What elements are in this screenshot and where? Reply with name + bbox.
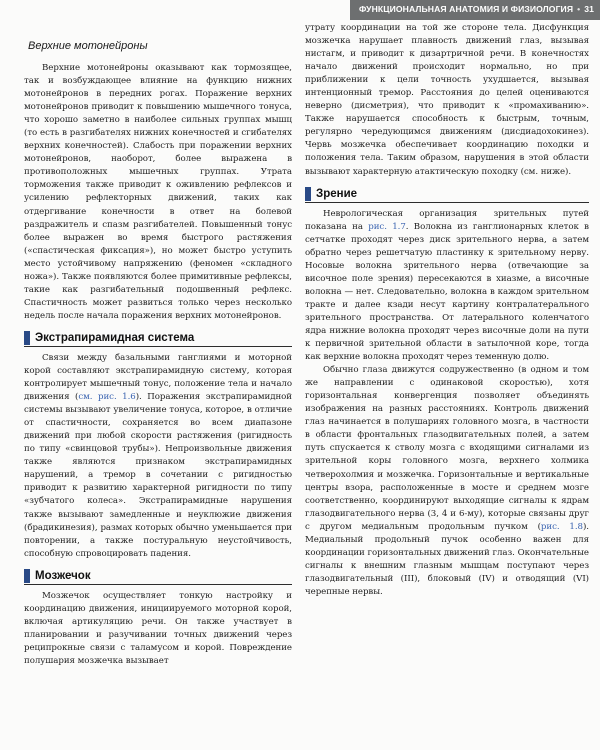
- figure-ref-1-8[interactable]: рис. 1.8: [540, 521, 583, 532]
- section-heading-cerebellum: [24, 568, 292, 585]
- paragraph-eye-movements: [305, 364, 589, 599]
- paragraph-cerebellum: Мозжечок осуществляет тонкую настройку и координацию движения, инициируемого моторной корой, включая артикуляцию речи. Он также участвует в планировании и разучивании точных движений через реципрокные связи с таламусом и корой. Повреждение полушария мозжечка вызывает: [24, 590, 292, 666]
- paragraph-upper-motor-neurons: Верхние мотонейроны оказывают как тормозящее, так и возбуждающее влияние на функцию нижних мотонейронов в передних рогах. Поражение верхних мотонейронов приводит к повышению мышечного тонуса, что хорошо заметно в наиболее сильных группах мышц (то есть в разгибателях нижних конечностей и сгибателях верхних конечностей). Слабость при поражении верхних мотонейронов, наоборот, более выражена в противоположных мышечных группах. Утрата торможения также приводит к оживлению рефлексов и усилению рефлекторных движений, таких как отдергивание конечности в ответ на болевой раздражитель и спазм разгибателей. Повышенный тонус более выражен во время быстрого растяжения («спастическая фиксация»), но может быстро уступить место устойчивому напряжению (феномен «складного ножа»). Также появляются более примитивные рефлексы, такие как разгибательный подошвенный рефлекс. Спастичность может развиться только через несколько недель после начала поражения верхних мотонейронов.: [24, 63, 292, 321]
- vision-p2-before: Обычно глаза движутся содружественно (в одном и том же направлении с одинаковой скоростью), хотя горизонтальная конвергенция позволяет объединять изображения на разных расстояниях. Контроль движений глаз начинается в полушариях головного мозга, в частности в области фронтальных глазодвигательных полей, а затем путь спускается к стволу мозга с входящими сигналами из зрительной коры головного мозга, верхнего холмика четверохолмия и мозжечка. Горизонтальные и вертикальные центры взора, расположенные в мосте и среднем мозге соответственно, координируют выходящие сигналы к ядрам глазодвигательного нерва (3, 4 и 6-му), которые связаны друг с другом медиальным продольным пучком (: [305, 365, 589, 532]
- paragraph-vision-pathways: [305, 208, 589, 365]
- figure-ref-1-7[interactable]: рис. 1.7: [368, 221, 406, 232]
- running-header-title: ФУНКЦИОНАЛЬНАЯ АНАТОМИЯ И ФИЗИОЛОГИЯ: [359, 4, 574, 14]
- section-marker: [24, 331, 30, 345]
- section-marker: [24, 569, 30, 583]
- extrapyramidal-text-after: ). Поражения экстрапирамидной системы вызывают увеличение тонуса, которое, в отличие от спастичности, сохраняется во всем диапазоне движений при любой скорости растяжения (ригидность по типу «свинцовой трубы»). Непроизвольные движения также являются признаком экстрапирамидных нарушений, а тремор в сочетании с ригидностью приводит к развитию характерной ригидности по типу «зубчатого колеса». Экстрапирамидные нарушения также вызывают замедленные и неуклюжие движения (брадикинезия), размах которых обычно уменьшается при повторении, а также постуральную неустойчивость, способную спровоцировать падения.: [24, 392, 292, 559]
- header-separator: •: [577, 4, 581, 14]
- right-column: [305, 22, 589, 738]
- running-header-text: [350, 4, 600, 17]
- section-title-extrapyramidal: Экстрапирамидная система: [35, 331, 195, 344]
- section-heading-vision: [305, 186, 589, 203]
- vision-p2-after: ). Медиальный продольный пучок особенно важен для координации горизонтальных движений глаз. Окончательные сигналы к внешним глазным мышцам поступают через глазодвигательный (III), блоковый (IV) и отводящий (VI) черепные нервы.: [305, 521, 589, 597]
- running-header: [350, 0, 600, 20]
- section-heading-extrapyramidal: [24, 330, 292, 347]
- vision-p1-before: Неврологическая организация зрительных путей показана на: [305, 208, 589, 232]
- extrapyramidal-text-before: Связи между базальными ганглиями и моторной корой составляют экстрапирамидную систему, которая контролирует мышечный тонус, положение тела и начало движения (: [24, 352, 292, 403]
- vision-p1-after: . Волокна из ганглионарных клеток в сетчатке проходят через диск зрительного нерва, а затем обратно через решетчатую пластинку к зрительному нерву. Носовые волокна зрительного нерва (отвечающие за височное поле зрения) пересекаются в хиазме, а височные волокна — нет. Следовательно, волокна в каждом зрительном тракте и далее кзади несут картину контралатерального зрительного пространства. От латерального коленчатого ядра нижние волокна проходят через височные доли на пути к первичной зрительной области в затылочной коре, тогда как верхние волокна проходят через теменную долю.: [305, 221, 589, 363]
- section-title-cerebellum: Мозжечок: [35, 569, 91, 582]
- paragraph-cerebellum-continued: утрату координации на той же стороне тела. Дисфункция мозжечка нарушает плавность движений глаз, вызывая нистагм, и приводит к дизартричной речи. В конечностях начало движений происходит нормально, но при приближении к цели точность ухудшается, вызывая интенционный тремор. Расстояния до целей оцениваются неверно (дисметрия), что приводит к «промахиванию». Также нарушается способность к быстрым, точным, регулярно чередующимся движениям (дисдиадохокинез). Червь мозжечка обеспечивает координацию походки и положения тела. Таким образом, нарушения в этой области вызывают характерную атактическую походку (см. ниже).: [305, 23, 589, 177]
- paragraph-extrapyramidal: [24, 352, 292, 561]
- left-column: [24, 28, 292, 744]
- page-number: 31: [584, 4, 594, 14]
- figure-ref-1-6[interactable]: см. рис. 1.6: [78, 392, 136, 403]
- subheading-upper-motor-neurons: Верхние мотонейроны: [28, 40, 148, 52]
- section-title-vision: Зрение: [316, 187, 358, 200]
- section-marker: [305, 187, 311, 201]
